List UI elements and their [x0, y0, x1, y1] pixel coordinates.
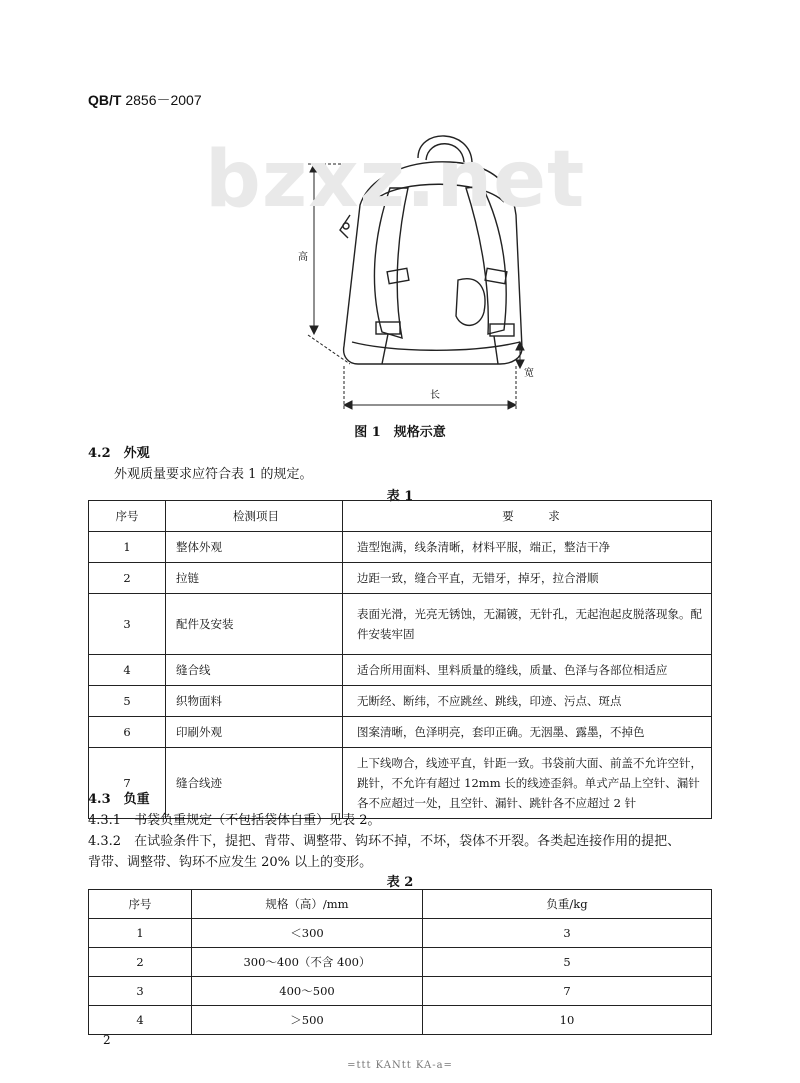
table2-header-cell: 规格（高）/mm — [192, 890, 423, 919]
table-cell: ＞500 — [192, 1006, 423, 1035]
table2-title: 表 2 — [386, 875, 414, 890]
table-cell: 配件及安装 — [166, 594, 343, 655]
section-4-3-2-text: 4.3.2 在试验条件下，提把、背带、调整带、钩环不掉，不坏，袋体不开裂。各类起连接作用的提把、 — [88, 834, 681, 849]
table2-header-cell: 序号 — [89, 890, 192, 919]
table-cell: 10 — [423, 1006, 712, 1035]
table-row — [89, 1006, 712, 1035]
table-row — [89, 532, 712, 563]
table1-title: 表 1 — [386, 489, 414, 504]
table-cell: 7 — [89, 748, 166, 819]
table-cell: 印刷外观 — [166, 717, 343, 748]
table-cell: 造型饱满，线条清晰，材料平服，端正，整洁干净 — [343, 532, 712, 563]
table-cell: 5 — [423, 948, 712, 977]
table1-header-cell: 要 求 — [343, 501, 712, 532]
table-cell: 7 — [423, 977, 712, 1006]
table-cell: 2 — [89, 563, 166, 594]
table1-header-cell: 检测项目 — [166, 501, 343, 532]
section-4-3-heading: 4.3 负重 — [88, 792, 150, 807]
table-cell: 缝合线迹 — [166, 748, 343, 819]
height-label: 高 — [298, 252, 308, 263]
section-4-3-1-text: 4.3.1 书袋负重规定（不包括袋体自重）见表 2。 — [88, 813, 381, 828]
width-label: 宽 — [524, 368, 534, 379]
table-cell: 缝合线 — [166, 655, 343, 686]
table-cell: 无断经、断纬，不应跳丝、跳线，印迹、污点、斑点 — [343, 686, 712, 717]
table-cell: 400～500 — [192, 977, 423, 1006]
length-label: 长 — [430, 390, 440, 401]
table2 — [88, 889, 712, 1035]
standard-code — [88, 90, 202, 110]
table-cell: 织物面料 — [166, 686, 343, 717]
std-code-year: 2856－2007 — [125, 92, 202, 108]
table-cell: 2 — [89, 948, 192, 977]
table-row — [89, 919, 712, 948]
table1 — [88, 500, 712, 819]
table1-header-cell: 序号 — [89, 501, 166, 532]
watermark: bzxz.net — [205, 135, 586, 225]
table2-header-cell: 负重/kg — [423, 890, 712, 919]
table-row — [89, 686, 712, 717]
table-cell: 4 — [89, 1006, 192, 1035]
footer-watermark: =ttt KANtt KA-a= — [347, 1060, 453, 1071]
table-cell: 6 — [89, 717, 166, 748]
table-cell: 适合所用面料、里料质量的缝线，质量、色泽与各部位相适应 — [343, 655, 712, 686]
table-row — [89, 594, 712, 655]
table-cell: 3 — [89, 594, 166, 655]
table-cell: 图案清晰，色泽明亮，套印正确。无洇墨、露墨，不掉色 — [343, 717, 712, 748]
table-cell: 300～400（不含 400） — [192, 948, 423, 977]
table-cell: 上下线吻合，线迹平直，针距一致。书袋前大面、前盖不允许空针，跳针，不允许有超过 12mm 长的线迹歪斜。单式产品上空针、漏针各不应超过一处，且空针、漏针、跳针各不应超过 2 针 — [343, 748, 712, 819]
table1-header-row — [89, 501, 712, 532]
table-cell: 1 — [89, 919, 192, 948]
table-cell: 3 — [89, 977, 192, 1006]
std-code-prefix: QB/T — [88, 92, 122, 108]
section-4-2-text: 外观质量要求应符合表 1 的规定。 — [114, 467, 313, 482]
table-cell: 边距一致，缝合平直，无错牙，掉牙，拉合滑顺 — [343, 563, 712, 594]
table-row — [89, 717, 712, 748]
table-row — [89, 655, 712, 686]
table-cell: 4 — [89, 655, 166, 686]
table-cell: 5 — [89, 686, 166, 717]
table-row — [89, 563, 712, 594]
side-pocket — [456, 279, 485, 326]
table-cell: ＜300 — [192, 919, 423, 948]
table-cell: 1 — [89, 532, 166, 563]
table-cell: 3 — [423, 919, 712, 948]
section-4-2-heading: 4.2 外观 — [88, 446, 150, 461]
table-row — [89, 748, 712, 819]
table-cell: 表面光滑，光亮无锈蚀，无漏镀，无针孔，无起泡起皮脱落现象。配件安装牢固 — [343, 594, 712, 655]
table-row — [89, 977, 712, 1006]
section-4-3-2-text-cont: 背带、调整带、钩环不应发生 20% 以上的变形。 — [88, 855, 373, 870]
table-row — [89, 948, 712, 977]
page-number: 2 — [103, 1033, 111, 1047]
table2-header-row — [89, 890, 712, 919]
figure-caption: 图 1 规格示意 — [354, 425, 446, 440]
table-cell: 拉链 — [166, 563, 343, 594]
table-cell: 整体外观 — [166, 532, 343, 563]
